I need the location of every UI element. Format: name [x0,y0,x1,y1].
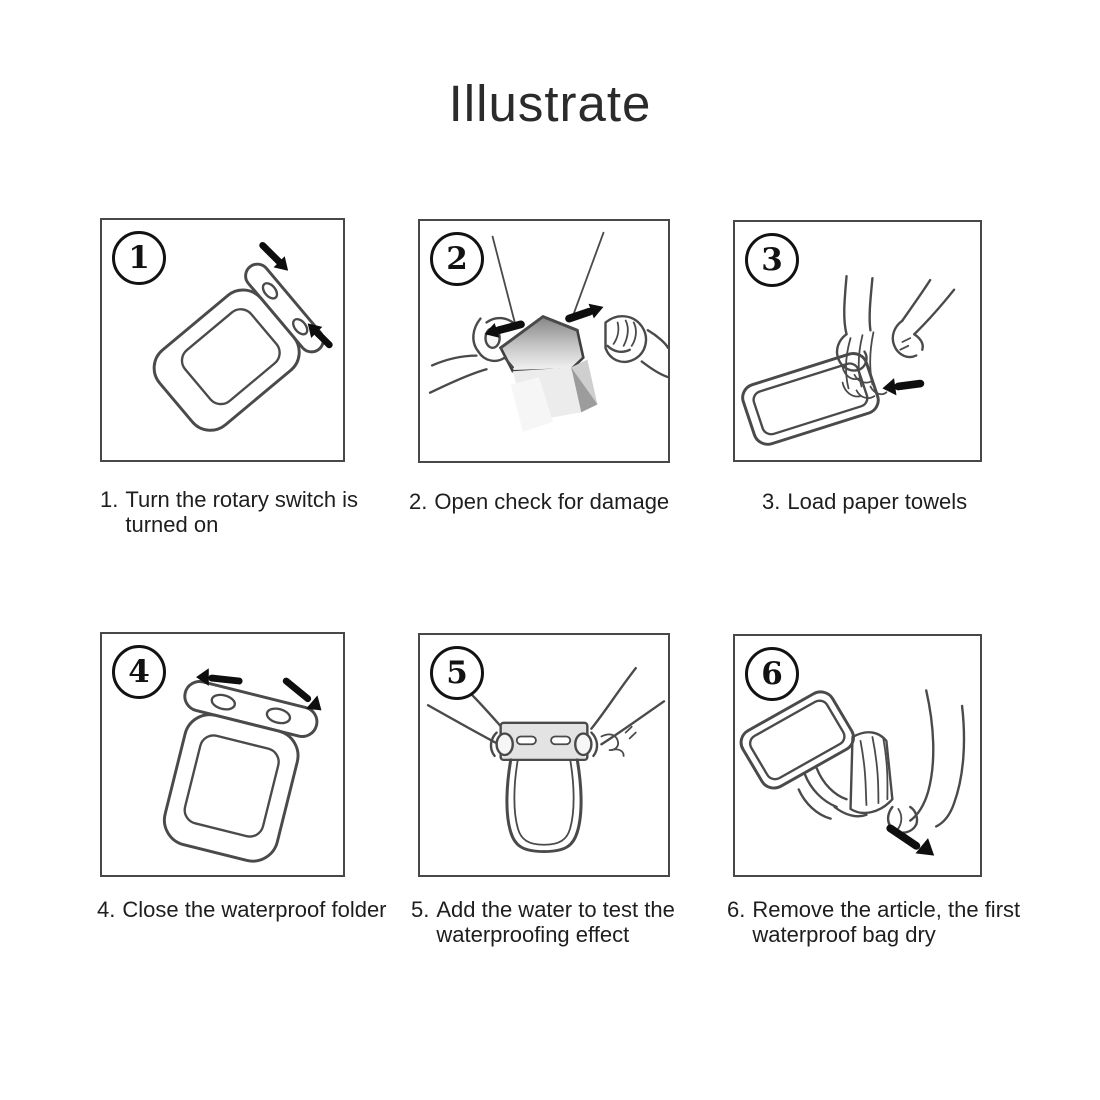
right-arm-drawing [888,690,964,832]
step-4-number-badge [112,645,166,699]
step-caption-text: Load paper towels [787,489,968,514]
step-caption-text: Add the water to test the [436,897,675,922]
arrow-icon [890,828,934,855]
step-caption-text: Close the waterproof folder [122,897,387,922]
right-fist-drawing [605,316,668,377]
page-title: Illustrate [448,75,652,132]
step-caption-number: 5. [411,897,430,922]
step-caption-text: Remove the article, the first [752,897,1021,922]
step-caption-text: Open check for damage [434,489,670,514]
step-5-caption [411,897,675,947]
step-caption-number: 6. [727,897,746,922]
bag-body-drawing [507,760,581,852]
step-4-panel [100,632,345,877]
step-caption-number: 3. [762,489,781,514]
step-5-number-badge [430,646,484,700]
step-caption-text: turned on [125,512,219,537]
waterproof-pouch-drawing [149,678,320,869]
step-6-panel [733,634,982,877]
open-bag-mouth-drawing [501,317,598,432]
lanyard-string [493,237,516,327]
step-number: 4 [128,654,150,690]
step-1-number-badge [112,231,166,285]
step-2-caption [409,489,669,514]
step-caption-text: waterproofing effect [436,922,630,947]
step-2-number-badge [430,232,484,286]
right-arm-drawing [591,668,664,756]
step-number: 5 [446,655,468,691]
step-3-caption [762,489,967,514]
step-caption-text: waterproof bag dry [752,922,936,947]
step-caption-number: 2. [409,489,428,514]
step-1-panel [100,218,345,462]
step-caption-text: Turn the rotary switch is [125,487,359,512]
step-number: 3 [761,242,783,278]
step-5-panel [418,633,670,877]
rolled-band-drawing [851,732,893,813]
step-1-caption [100,487,358,537]
step-caption-number: 1. [100,487,119,512]
step-6-number-badge [745,647,799,701]
step-number: 1 [128,240,150,276]
step-2-panel [418,219,670,463]
seal-bar-drawing [497,723,592,760]
step-number: 2 [446,241,468,277]
arrow-icon [882,378,920,395]
waterproof-pouch-drawing [140,259,329,441]
article-drawing [736,687,859,793]
step-6-caption [727,897,1020,947]
bag-body-drawing [739,350,882,448]
step-3-number-badge [745,233,799,287]
step-number: 6 [761,656,783,692]
step-caption-number: 4. [97,897,116,922]
step-3-panel [733,220,982,462]
step-4-caption [97,897,387,922]
